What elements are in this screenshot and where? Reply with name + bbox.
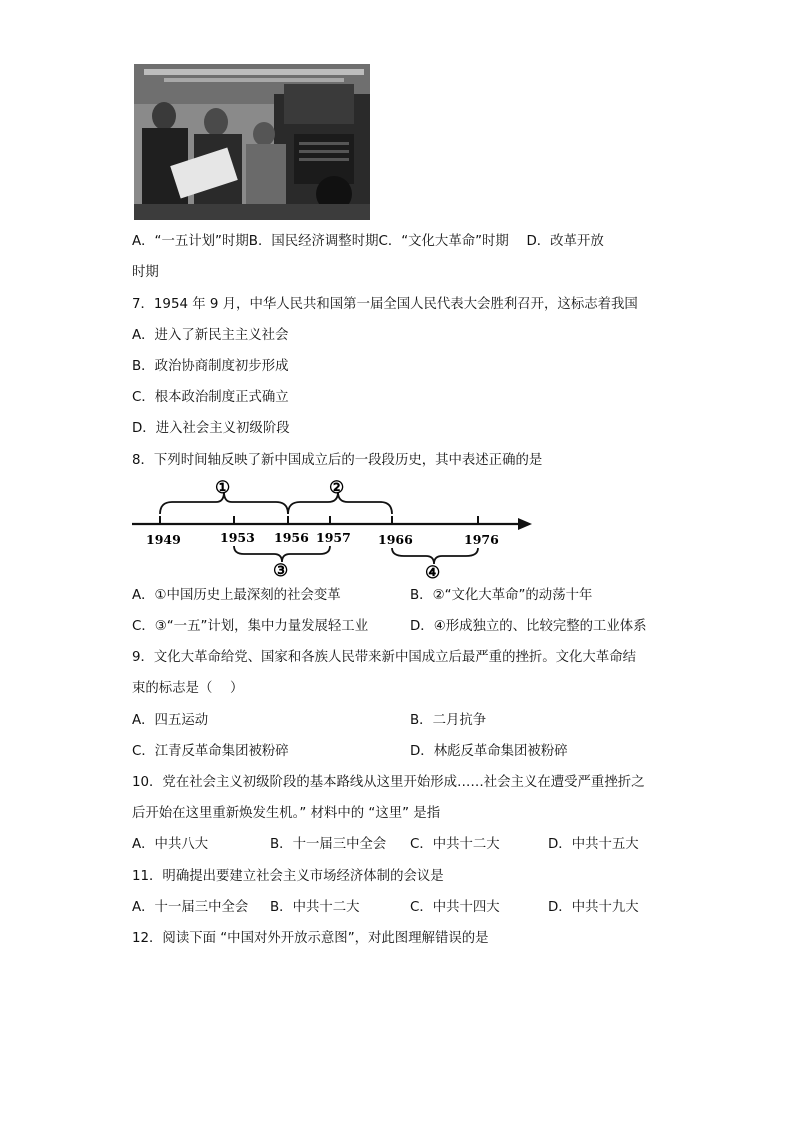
year-label-1953: 1953 — [220, 530, 255, 545]
q9-stem-line1: 9．文化大革命给党、国家和各族人民带来新中国成立后最严重的挫折。文化大革命结 — [132, 650, 636, 665]
q7-option-b: B．政治协商制度初步形成 — [132, 359, 289, 374]
brace-4 — [392, 548, 478, 564]
timeline-diagram — [128, 470, 538, 580]
q8-option-c: C．③“一五”计划，集中力量发展轻工业 — [132, 619, 369, 634]
q11-stem: 11．明确提出要建立社会主义市场经济体制的会议是 — [132, 869, 444, 884]
q7-stem: 7．1954 年 9 月，中华人民共和国第一届全国人民代表大会胜利召开，这标志着我国 — [132, 297, 638, 312]
q9-option-b: B．二月抗争 — [410, 713, 487, 728]
q8-stem: 8．下列时间轴反映了新中国成立后的一段段历史，其中表述正确的是 — [132, 453, 543, 468]
marker-1: ① — [215, 478, 231, 498]
q11-option-d: D．中共十九大 — [548, 900, 639, 915]
q9-option-a: A．四五运动 — [132, 713, 209, 728]
q10-option-a: A．中共八大 — [132, 837, 209, 852]
year-label-1957: 1957 — [316, 530, 351, 545]
q6-options-line2: 时期 — [132, 265, 159, 280]
q11-option-c: C．中共十四大 — [410, 900, 500, 915]
year-label-1956: 1956 — [274, 530, 309, 545]
q9-option-d: D．林彪反革命集团被粉碎 — [410, 744, 568, 759]
q7-option-c: C．根本政治制度正式确立 — [132, 390, 289, 405]
q10-option-b: B．十一届三中全会 — [270, 837, 387, 852]
q10-stem-line2: 后开始在这里重新焕发生机。” 材料中的 “这里” 是指 — [132, 806, 441, 821]
marker-2: ② — [329, 478, 345, 498]
q10-option-d: D．中共十五大 — [548, 837, 639, 852]
q6-options-line1: A．“一五计划”时期B．国民经济调整时期C．“文化大革命”时期 D．改革开放 — [132, 234, 604, 249]
q10-option-c: C．中共十二大 — [410, 837, 500, 852]
q7-option-d: D．进入社会主义初级阶段 — [132, 421, 290, 436]
brace-3 — [234, 546, 330, 562]
marker-4: ④ — [425, 563, 441, 580]
factory-photo — [134, 64, 370, 220]
q9-option-c: C．江青反革命集团被粉碎 — [132, 744, 289, 759]
q7-option-a: A．进入了新民主主义社会 — [132, 328, 289, 343]
timeline-arrowhead — [518, 518, 532, 530]
q8-option-b: B．②“文化大革命”的动荡十年 — [410, 588, 593, 603]
q11-option-a: A．十一届三中全会 — [132, 900, 249, 915]
q11-option-b: B．中共十二大 — [270, 900, 360, 915]
marker-3: ③ — [273, 561, 289, 580]
q8-option-d: D．④形成独立的、比较完整的工业体系 — [410, 619, 647, 634]
year-label-1949: 1949 — [146, 532, 181, 547]
q10-stem-line1: 10．党在社会主义初级阶段的基本路线从这里开始形成……社会主义在遭受严重挫折之 — [132, 775, 645, 790]
q9-stem-line2: 束的标志是（ ） — [132, 681, 244, 696]
year-label-1966: 1966 — [378, 532, 413, 547]
q12-stem: 12．阅读下面 “中国对外开放示意图”，对此图理解错误的是 — [132, 931, 489, 946]
q8-option-a: A．①中国历史上最深刻的社会变革 — [132, 588, 341, 603]
year-label-1976: 1976 — [464, 532, 499, 547]
